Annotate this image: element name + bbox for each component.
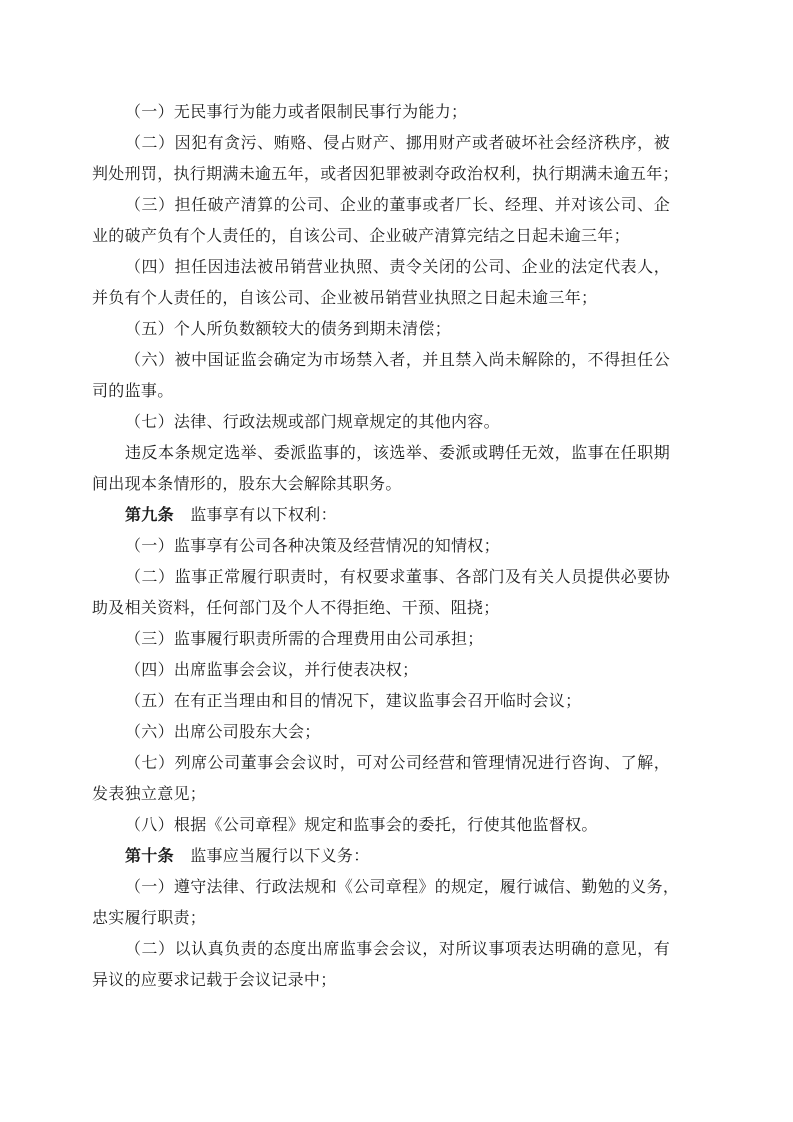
article-heading-line: 第十条 监事应当履行以下义务： bbox=[125, 848, 370, 865]
text-line: （一）监事享有公司各种决策及经营情况的知情权； bbox=[125, 538, 500, 555]
text-line: 判处刑罚，执行期满未逾五年，或者因犯罪被剥夺政治权利，执行期满未逾五年； bbox=[92, 166, 679, 183]
document-body bbox=[92, 97, 680, 996]
text-line: 违反本条规定选举、委派监事的，该选举、委派或聘任无效，监事在任职期 bbox=[125, 445, 670, 462]
text-line: （一）遵守法律、行政法规和《公司章程》的规定，履行诚信、勤勉的义务， bbox=[125, 879, 680, 896]
text-line: （五）在有正当理由和目的情况下，建议监事会召开临时会议； bbox=[125, 693, 582, 710]
article-number: 第十条 bbox=[125, 848, 174, 865]
text-line: 异议的应要求记载于会议记录中； bbox=[92, 972, 337, 989]
text-line: （六）被中国证监会确定为市场禁入者，并且禁入尚未解除的，不得担任公 bbox=[125, 352, 670, 369]
text-line: 司的监事。 bbox=[92, 383, 174, 400]
text-line: 助及相关资料，任何部门及个人不得拒绝、干预、阻挠； bbox=[92, 600, 500, 617]
text-line: 发表独立意见； bbox=[92, 786, 207, 803]
text-line: 并负有个人责任的，自该公司、企业被吊销营业执照之日起未逾三年； bbox=[92, 290, 598, 307]
text-line: （三）监事履行职责所需的合理费用由公司承担； bbox=[125, 631, 484, 648]
text-line: （八）根据《公司章程》规定和监事会的委托，行使其他监督权。 bbox=[125, 817, 598, 834]
text-line: （四）出席监事会会议，并行使表决权； bbox=[125, 662, 419, 679]
text-line: （七）法律、行政法规或部门规章规定的其他内容。 bbox=[125, 414, 500, 431]
text-line: （一）无民事行为能力或者限制民事行为能力； bbox=[125, 104, 468, 121]
text-line: 忠实履行职责； bbox=[92, 910, 207, 927]
text-line: 间出现本条情形的，股东大会解除其职务。 bbox=[92, 476, 402, 493]
text-line: （三）担任破产清算的公司、企业的董事或者厂长、经理、并对该公司、企 bbox=[125, 197, 670, 214]
text-line: （二）监事正常履行职责时，有权要求董事、各部门及有关人员提供必要协 bbox=[125, 569, 670, 586]
article-heading-line: 第九条 监事享有以下权利： bbox=[125, 507, 337, 524]
text-line: （七）列席公司董事会会议时，可对公司经营和管理情况进行咨询、了解， bbox=[125, 755, 670, 772]
text-line: （五）个人所负数额较大的债务到期未清偿； bbox=[125, 321, 452, 338]
text-line: （六）出席公司股东大会； bbox=[125, 724, 321, 741]
text-line: 业的破产负有个人责任的，自该公司、企业破产清算完结之日起未逾三年； bbox=[92, 228, 630, 245]
article-number: 第九条 bbox=[125, 507, 174, 524]
text-line: （二）因犯有贪污、贿赂、侵占财产、挪用财产或者破坏社会经济秩序，被 bbox=[125, 135, 670, 152]
text-line: （四）担任因违法被吊销营业执照、责令关闭的公司、企业的法定代表人， bbox=[125, 259, 670, 276]
text-line: （二）以认真负责的态度出席监事会会议，对所议事项表达明确的意见，有 bbox=[125, 941, 670, 958]
